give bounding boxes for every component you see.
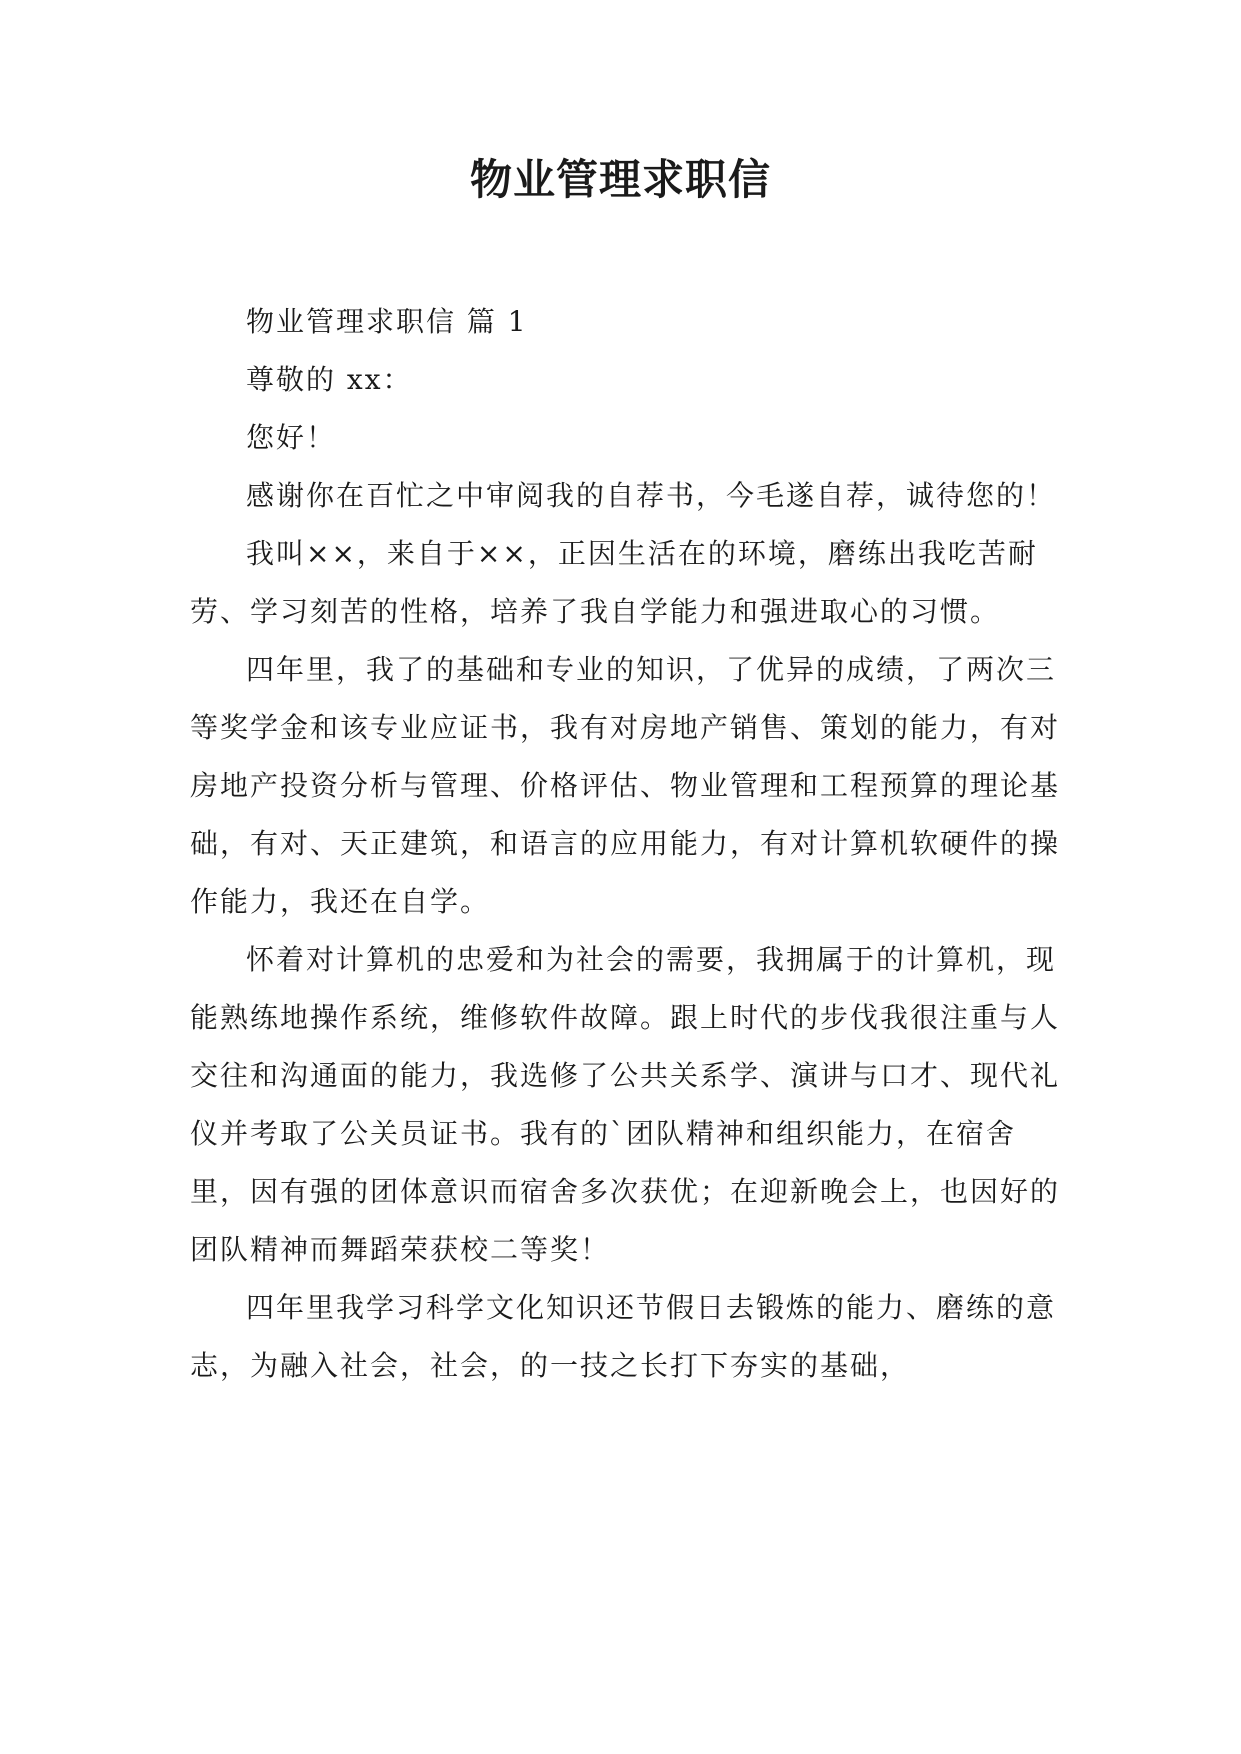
section-heading: 物业管理求职信 篇 1 — [246, 305, 528, 338]
paragraph-2: 我叫××，来自于××，正因生活在的环境，磨练出我吃苦耐劳、学习刻苦的性格，培养了我自学能力和强进取心的习惯。 — [190, 537, 1038, 628]
paragraph-5: 四年里我学习科学文化知识还节假日去锻炼的能力、磨练的意志，为融入社会，社会，的一技之长打下夯实的基础， — [190, 1291, 1057, 1382]
document-title: 物业管理求职信 — [469, 155, 771, 204]
paragraph-4: 怀着对计算机的忠爱和为社会的需要，我拥属于的计算机，现能熟练地操作系统，维修软件故障。跟上时代的步伐我很注重与人交往和沟通面的能力，我选修了公共关系学、演讲与口才、现代礼仪并考取了公关员证书。我有的`团队精神和组织能力，在宿舍里，因有强的团体意识而宿舍多次获优；在迎新晚会上，也因好的团队精神而舞蹈荣获校二等奖！ — [190, 943, 1061, 1266]
document-body — [190, 293, 1060, 1395]
salutation: 尊敬的 xx： — [246, 363, 413, 396]
paragraph-3: 四年里，我了的基础和专业的知识，了优异的成绩，了两次三等奖学金和该专业应证书，我有对房地产销售、策划的能力，有对房地产投资分析与管理、价格评估、物业管理和工程预算的理论基础，有对、天正建筑，和语言的应用能力，有对计算机软硬件的操作能力，我还在自学。 — [190, 653, 1061, 918]
paragraph-1: 感谢你在百忙之中审阅我的自荐书，今毛遂自荐，诚待您的！ — [246, 479, 1057, 512]
greeting: 您好！ — [246, 421, 337, 454]
